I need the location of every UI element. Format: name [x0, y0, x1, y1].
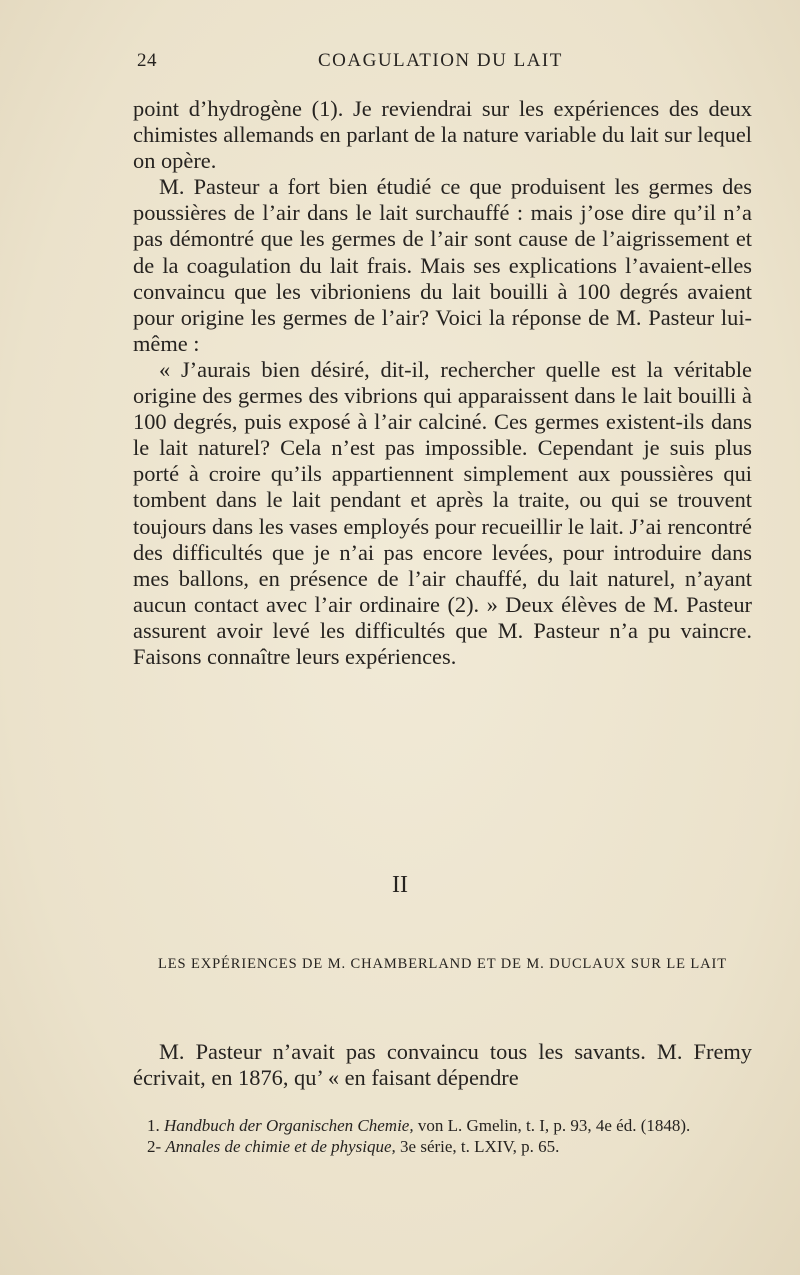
footnote-marker: 2-: [147, 1137, 162, 1156]
footnote-title: Annales de chimie et de physique,: [165, 1137, 396, 1156]
footnote-text: 3e série, t. LXIV, p. 65.: [400, 1137, 560, 1156]
page-header: [133, 50, 753, 74]
footnote-1: [133, 1115, 752, 1136]
paragraph: M. Pasteur a fort bien étudié ce que produisent les germes des poussières de l’air dans le lait surchauffé : mais j’ose dire qu’il n’a pas démontré que les germes de l’air sont cause de l’aigrissement et de la coagulation du lait frais. Mais ses explications l’avaient-elles convaincu que les vibrioniens du lait bouilli à 100 degrés avaient pour origine les germes de l’air? Voici la réponse de M. Pasteur lui-même :: [133, 174, 752, 356]
running-title: COAGULATION DU LAIT: [318, 50, 563, 71]
section-text: [133, 1039, 752, 1091]
footnotes: [133, 1115, 752, 1157]
footnote-text: von L. Gmelin, t. I, p. 93, 4e éd. (1848).: [417, 1116, 691, 1135]
footnote-title: Handbuch der Organischen Chemie,: [164, 1116, 414, 1135]
footnote-marker: 1.: [147, 1116, 160, 1135]
main-text: [133, 96, 752, 670]
paragraph: M. Pasteur n’avait pas convaincu tous les savants. M. Fremy écrivait, en 1876, qu’ « en faisant dépendre: [133, 1039, 752, 1091]
section-title: LES EXPÉRIENCES DE M. CHAMBERLAND ET DE M. DUCLAUX SUR LE LAIT: [157, 956, 728, 972]
section-number: II: [392, 872, 408, 898]
quote-paragraph: « J’aurais bien désiré, dit-il, rechercher quelle est la véritable origine des germes des vibrions qui apparaissent dans le lait bouilli à 100 degrés, puis exposé à l’air calciné. Ces germes existent-ils dans le lait naturel? Cela n’est pas impossible. Cependant je suis plus porté à croire qu’ils appartiennent simplement aux poussières qui tombent dans le lait pendant et après la traite, ou qui se trouvent toujours dans les vases employés pour recueillir le lait. J’ai rencontré des difficultés que je n’ai pas encore levées, pour introduire dans mes ballons, en présence de l’air chauffé, du lait naturel, n’ayant aucun contact avec l’air ordinaire (2). » Deux élèves de M. Pasteur assurent avoir levé les difficultés que M. Pasteur n’a pu vaincre. Faisons connaître leurs expériences.: [133, 356, 752, 669]
paragraph: point d’hydrogène (1). Je reviendrai sur les expériences des deux chimistes allemands en parlant de la nature variable du lait sur lequel on opère.: [133, 96, 752, 174]
page-number: 24: [137, 50, 157, 71]
footnote-2: [133, 1136, 752, 1157]
